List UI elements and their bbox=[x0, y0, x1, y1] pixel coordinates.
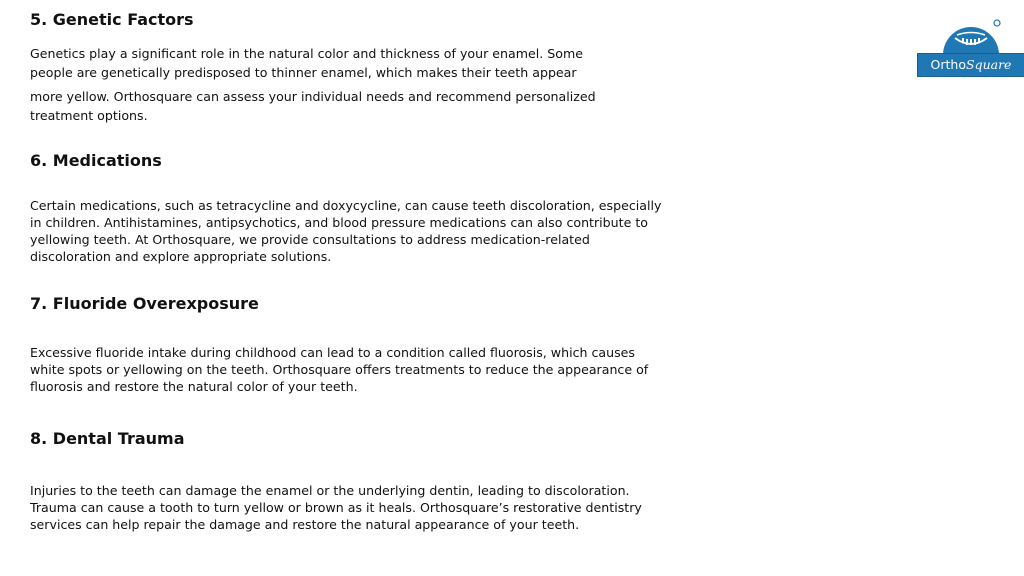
paragraph-line: Genetics play a significant role in the natural color and thickness of your enamel. Some bbox=[30, 46, 583, 61]
paragraph-line: fluorosis and restore the natural color of your teeth. bbox=[30, 379, 358, 394]
paragraph-line: white spots or yellowing on the teeth. Orthosquare offers treatments to reduce the appearance of bbox=[30, 362, 649, 377]
paragraph-line: treatment options. bbox=[30, 108, 148, 123]
section-paragraph-genetic-factors bbox=[30, 44, 596, 125]
orthosquare-logo bbox=[917, 14, 1024, 76]
section-paragraph-dental-trauma bbox=[30, 482, 642, 533]
section-heading-genetic-factors: 5. Genetic Factors bbox=[30, 10, 194, 29]
logo-wordmark: OrthoSquare bbox=[917, 53, 1024, 77]
paragraph-line: discoloration and explore appropriate solutions. bbox=[30, 249, 332, 264]
section-paragraph-fluoride-overexposure bbox=[30, 344, 648, 395]
section-heading-fluoride-overexposure: 7. Fluoride Overexposure bbox=[30, 294, 259, 313]
paragraph-line: people are genetically predisposed to thinner enamel, which makes their teeth appear bbox=[30, 65, 577, 80]
paragraph-line: more yellow. Orthosquare can assess your individual needs and recommend personalized bbox=[30, 89, 596, 104]
paragraph-line: services can help repair the damage and restore the natural appearance of your teeth. bbox=[30, 517, 580, 532]
tooth-smile-icon bbox=[917, 14, 1024, 56]
paragraph-line: Certain medications, such as tetracycline and doxycycline, can cause teeth discoloration, especially bbox=[30, 198, 662, 213]
section-heading-medications: 6. Medications bbox=[30, 151, 162, 170]
paragraph-line: in children. Antihistamines, antipsychotics, and blood pressure medications can also contribute to bbox=[30, 215, 648, 230]
paragraph-line: Injuries to the teeth can damage the enamel or the underlying dentin, leading to discoloration. bbox=[30, 483, 630, 498]
section-heading-dental-trauma: 8. Dental Trauma bbox=[30, 429, 185, 448]
paragraph-line: yellowing teeth. At Orthosquare, we provide consultations to address medication-related bbox=[30, 232, 590, 247]
paragraph-line: Trauma can cause a tooth to turn yellow or brown as it heals. Orthosquare’s restorative dentistry bbox=[30, 500, 642, 515]
section-paragraph-medications bbox=[30, 197, 661, 265]
paragraph-line: Excessive fluoride intake during childhood can lead to a condition called fluorosis, which causes bbox=[30, 345, 635, 360]
